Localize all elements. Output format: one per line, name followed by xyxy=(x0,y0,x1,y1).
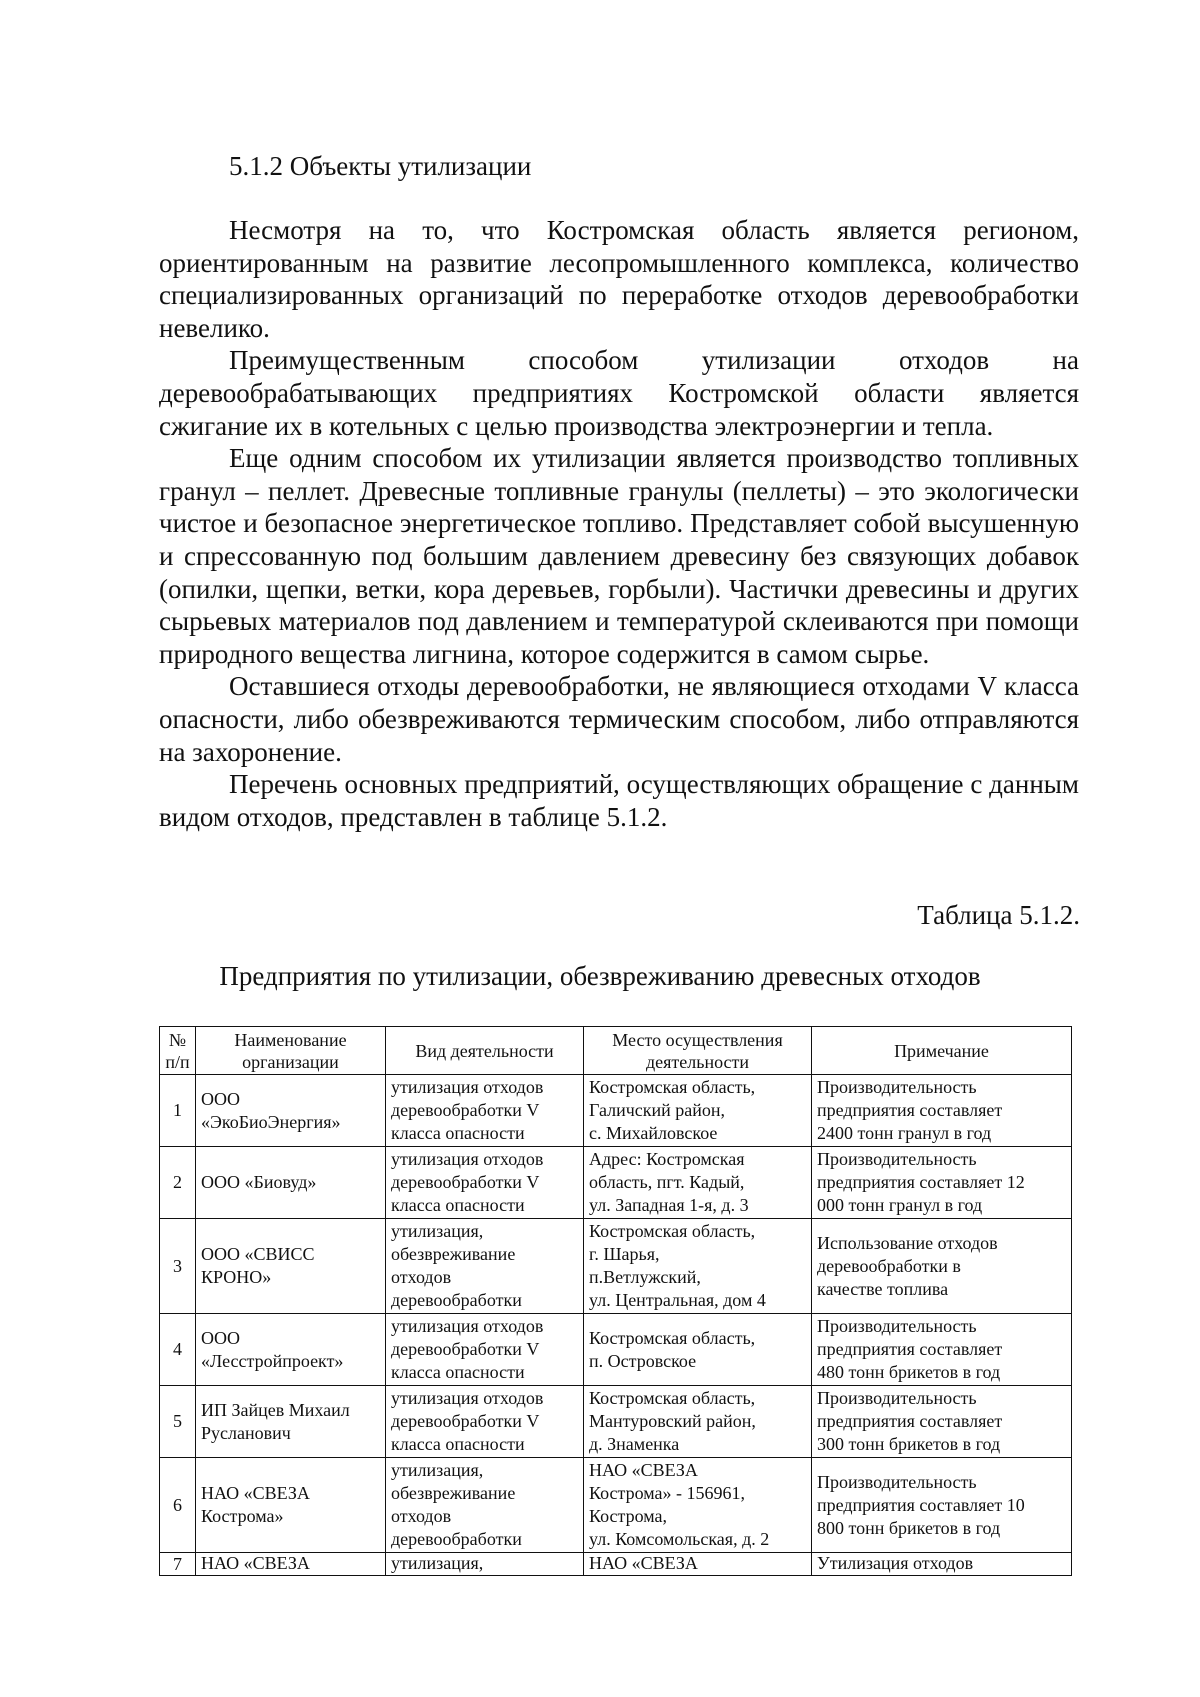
cell-line: «Лесстройпроект» xyxy=(201,1350,344,1371)
cell-note xyxy=(812,1075,1072,1147)
paragraph-1: Несмотря на то, что Костромская область является регионом, ориентированным на развитие лесопромышленного комплекса, количество специализированных организаций по переработке отходов деревообработки невелико. xyxy=(159,215,1079,343)
cell-line: 2400 тонн гранул в год xyxy=(817,1123,992,1143)
cell-line: Производительность xyxy=(817,1077,977,1097)
cell-num: 1 xyxy=(160,1075,196,1147)
table-header-row xyxy=(160,1027,1072,1075)
body-text xyxy=(159,214,1079,833)
cell-line: деревообработки V xyxy=(391,1339,540,1359)
cell-line: предприятия составляет xyxy=(817,1100,1003,1120)
paragraph-2: Преимущественным способом утилизации отходов на деревообрабатывающих предприятиях Костромской области является сжигание их в котельных с целью производства электроэнергии и тепла. xyxy=(159,345,1079,441)
cell-note xyxy=(812,1458,1072,1553)
cell-activity xyxy=(386,1386,584,1458)
cell-note xyxy=(812,1314,1072,1386)
cell-place xyxy=(584,1147,812,1219)
cell-line: качестве топлива xyxy=(817,1278,949,1299)
cell-activity xyxy=(386,1219,584,1314)
cell-line: Производительность xyxy=(817,1149,977,1169)
cell-line: утилизация отходов xyxy=(391,1077,544,1097)
cell-line: ООО xyxy=(201,1327,240,1348)
enterprises-table xyxy=(159,1026,1072,1576)
header-note: Примечание xyxy=(812,1027,1072,1075)
cell-line: д. Знаменка xyxy=(589,1434,680,1454)
cell-line: ул. Западная 1-я, д. 3 xyxy=(589,1195,749,1215)
cell-line: утилизация отходов xyxy=(391,1149,544,1169)
cell-line: Адрес: Костромская xyxy=(589,1149,745,1169)
paragraph-4: Оставшиеся отходы деревообработки, не являющиеся отходами V класса опасности, либо обезвреживаются термическим способом, либо отправляются на захоронение. xyxy=(159,671,1079,767)
cell-place xyxy=(584,1458,812,1553)
cell-line: отходов xyxy=(391,1267,452,1287)
cell-num: 4 xyxy=(160,1314,196,1386)
table-title: Предприятия по утилизации, обезвреживанию древесных отходов xyxy=(219,961,981,991)
cell-line: Костромская область, xyxy=(589,1388,756,1408)
table-body xyxy=(160,1075,1072,1576)
cell-activity xyxy=(386,1458,584,1553)
cell-line: класса опасности xyxy=(391,1434,525,1454)
cell-line: «ЭкоБиоЭнергия» xyxy=(201,1111,341,1132)
table-row xyxy=(160,1075,1072,1147)
cell-line: обезвреживание xyxy=(391,1244,516,1264)
cell-activity xyxy=(386,1553,584,1576)
cell-line: класса опасности xyxy=(391,1195,525,1215)
cell-note xyxy=(812,1553,1072,1576)
cell-line: ул. Комсомольская, д. 2 xyxy=(589,1529,770,1549)
cell-place xyxy=(584,1314,812,1386)
cell-num: 3 xyxy=(160,1219,196,1314)
cell-line: утилизация, xyxy=(391,1460,484,1480)
cell-line: Кострома, xyxy=(589,1506,668,1526)
header-activity: Вид деятельности xyxy=(386,1027,584,1075)
cell-name xyxy=(196,1147,386,1219)
cell-line: г. Шарья, xyxy=(589,1244,660,1264)
cell-activity xyxy=(386,1075,584,1147)
cell-line: ООО «Биовуд» xyxy=(201,1172,317,1192)
cell-line: утилизация, xyxy=(391,1553,484,1573)
cell-activity xyxy=(386,1314,584,1386)
cell-line: п. Островское xyxy=(589,1350,697,1371)
cell-activity xyxy=(386,1147,584,1219)
cell-line: Галичский район, xyxy=(589,1100,726,1120)
cell-line: с. Михайловское xyxy=(589,1123,718,1143)
cell-line: предприятия составляет xyxy=(817,1339,1003,1359)
cell-name xyxy=(196,1219,386,1314)
cell-line: класса опасности xyxy=(391,1362,525,1382)
cell-name xyxy=(196,1458,386,1553)
cell-line: деревообработки V xyxy=(391,1411,540,1431)
cell-line: ИП Зайцев Михаил xyxy=(201,1399,350,1420)
paragraph-5: Перечень основных предприятий, осуществляющих обращение с данным видом отходов, представлен в таблице 5.1.2. xyxy=(159,769,1079,832)
cell-line: Утилизация отходов xyxy=(817,1553,974,1573)
paragraph-3: Еще одним способом их утилизации является производство топливных гранул – пеллет. Древесные топливные гранулы (пеллеты) – это экологически чистое и безопасное энергетическое топливо. Представляет собой высушенную и спрессованную под большим давлением древесину без связующих добавок (опилки, щепки, ветки, кора деревьев, горбыли). Частички древесины и других сырьевых материалов под давлением и температурой склеиваются при помощи природного вещества лигнина, которое содержится в самом сырье. xyxy=(159,443,1079,669)
cell-line: Мантуровский район, xyxy=(589,1411,756,1431)
cell-line: Костромская область, xyxy=(589,1077,756,1097)
table-label: Таблица 5.1.2. xyxy=(917,900,1080,930)
cell-line: предприятия составляет 12 xyxy=(817,1172,1025,1192)
cell-line: Кострома» - 156961, xyxy=(589,1483,746,1503)
section-heading: 5.1.2 Объекты утилизации xyxy=(229,151,532,181)
cell-note xyxy=(812,1386,1072,1458)
header-place: Место осуществления деятельности xyxy=(584,1027,812,1075)
cell-note xyxy=(812,1147,1072,1219)
cell-place xyxy=(584,1553,812,1576)
table-row xyxy=(160,1386,1072,1458)
cell-line: КРОНО» xyxy=(201,1267,272,1287)
cell-line: НАО «СВЕЗА xyxy=(201,1483,310,1503)
cell-line: НАО «СВЕЗА xyxy=(589,1460,698,1480)
cell-line: Использование отходов xyxy=(817,1232,998,1253)
cell-line: НАО «СВЕЗА xyxy=(201,1553,310,1573)
cell-line: предприятия составляет xyxy=(817,1411,1003,1431)
cell-place xyxy=(584,1075,812,1147)
cell-line: 000 тонн гранул в год xyxy=(817,1195,983,1215)
cell-line: п.Ветлужский, xyxy=(589,1267,701,1287)
cell-line: Производительность xyxy=(817,1316,977,1336)
header-num: № п/п xyxy=(160,1027,196,1075)
cell-line: Костромская область, xyxy=(589,1327,756,1348)
cell-num: 2 xyxy=(160,1147,196,1219)
cell-line: утилизация, xyxy=(391,1221,484,1241)
cell-place xyxy=(584,1386,812,1458)
cell-place xyxy=(584,1219,812,1314)
cell-line: 800 тонн брикетов в год xyxy=(817,1517,1001,1538)
table-row xyxy=(160,1458,1072,1553)
cell-line: Производительность xyxy=(817,1388,977,1408)
cell-line: предприятия составляет 10 xyxy=(817,1494,1025,1515)
cell-line: ООО «СВИСС xyxy=(201,1244,315,1264)
cell-line: Русланович xyxy=(201,1422,291,1443)
cell-line: Производительность xyxy=(817,1471,977,1492)
cell-line: деревообработки xyxy=(391,1290,522,1310)
cell-line: обезвреживание xyxy=(391,1483,516,1503)
table-row xyxy=(160,1219,1072,1314)
cell-line: ул. Центральная, дом 4 xyxy=(589,1290,766,1310)
table-row xyxy=(160,1553,1072,1576)
cell-line: деревообработки xyxy=(391,1529,522,1549)
cell-line: ООО xyxy=(201,1088,240,1109)
cell-name xyxy=(196,1553,386,1576)
cell-line: отходов xyxy=(391,1506,452,1526)
cell-name xyxy=(196,1314,386,1386)
cell-line: НАО «СВЕЗА xyxy=(589,1553,698,1573)
cell-line: деревообработки V xyxy=(391,1100,540,1120)
cell-line: 300 тонн брикетов в год xyxy=(817,1434,1001,1454)
cell-line: деревообработки V xyxy=(391,1172,540,1192)
cell-name xyxy=(196,1386,386,1458)
cell-line: Кострома» xyxy=(201,1506,284,1526)
cell-line: Костромская область, xyxy=(589,1221,756,1241)
cell-num: 7 xyxy=(160,1553,196,1576)
table-row xyxy=(160,1314,1072,1386)
table-row xyxy=(160,1147,1072,1219)
cell-name xyxy=(196,1075,386,1147)
cell-line: утилизация отходов xyxy=(391,1316,544,1336)
cell-note xyxy=(812,1219,1072,1314)
cell-line: класса опасности xyxy=(391,1123,525,1143)
cell-line: утилизация отходов xyxy=(391,1388,544,1408)
cell-num: 5 xyxy=(160,1386,196,1458)
header-name: Наименование организации xyxy=(196,1027,386,1075)
cell-line: область, пгт. Кадый, xyxy=(589,1172,745,1192)
cell-line: деревообработки в xyxy=(817,1255,961,1276)
cell-line: 480 тонн брикетов в год xyxy=(817,1362,1001,1382)
cell-num: 6 xyxy=(160,1458,196,1553)
